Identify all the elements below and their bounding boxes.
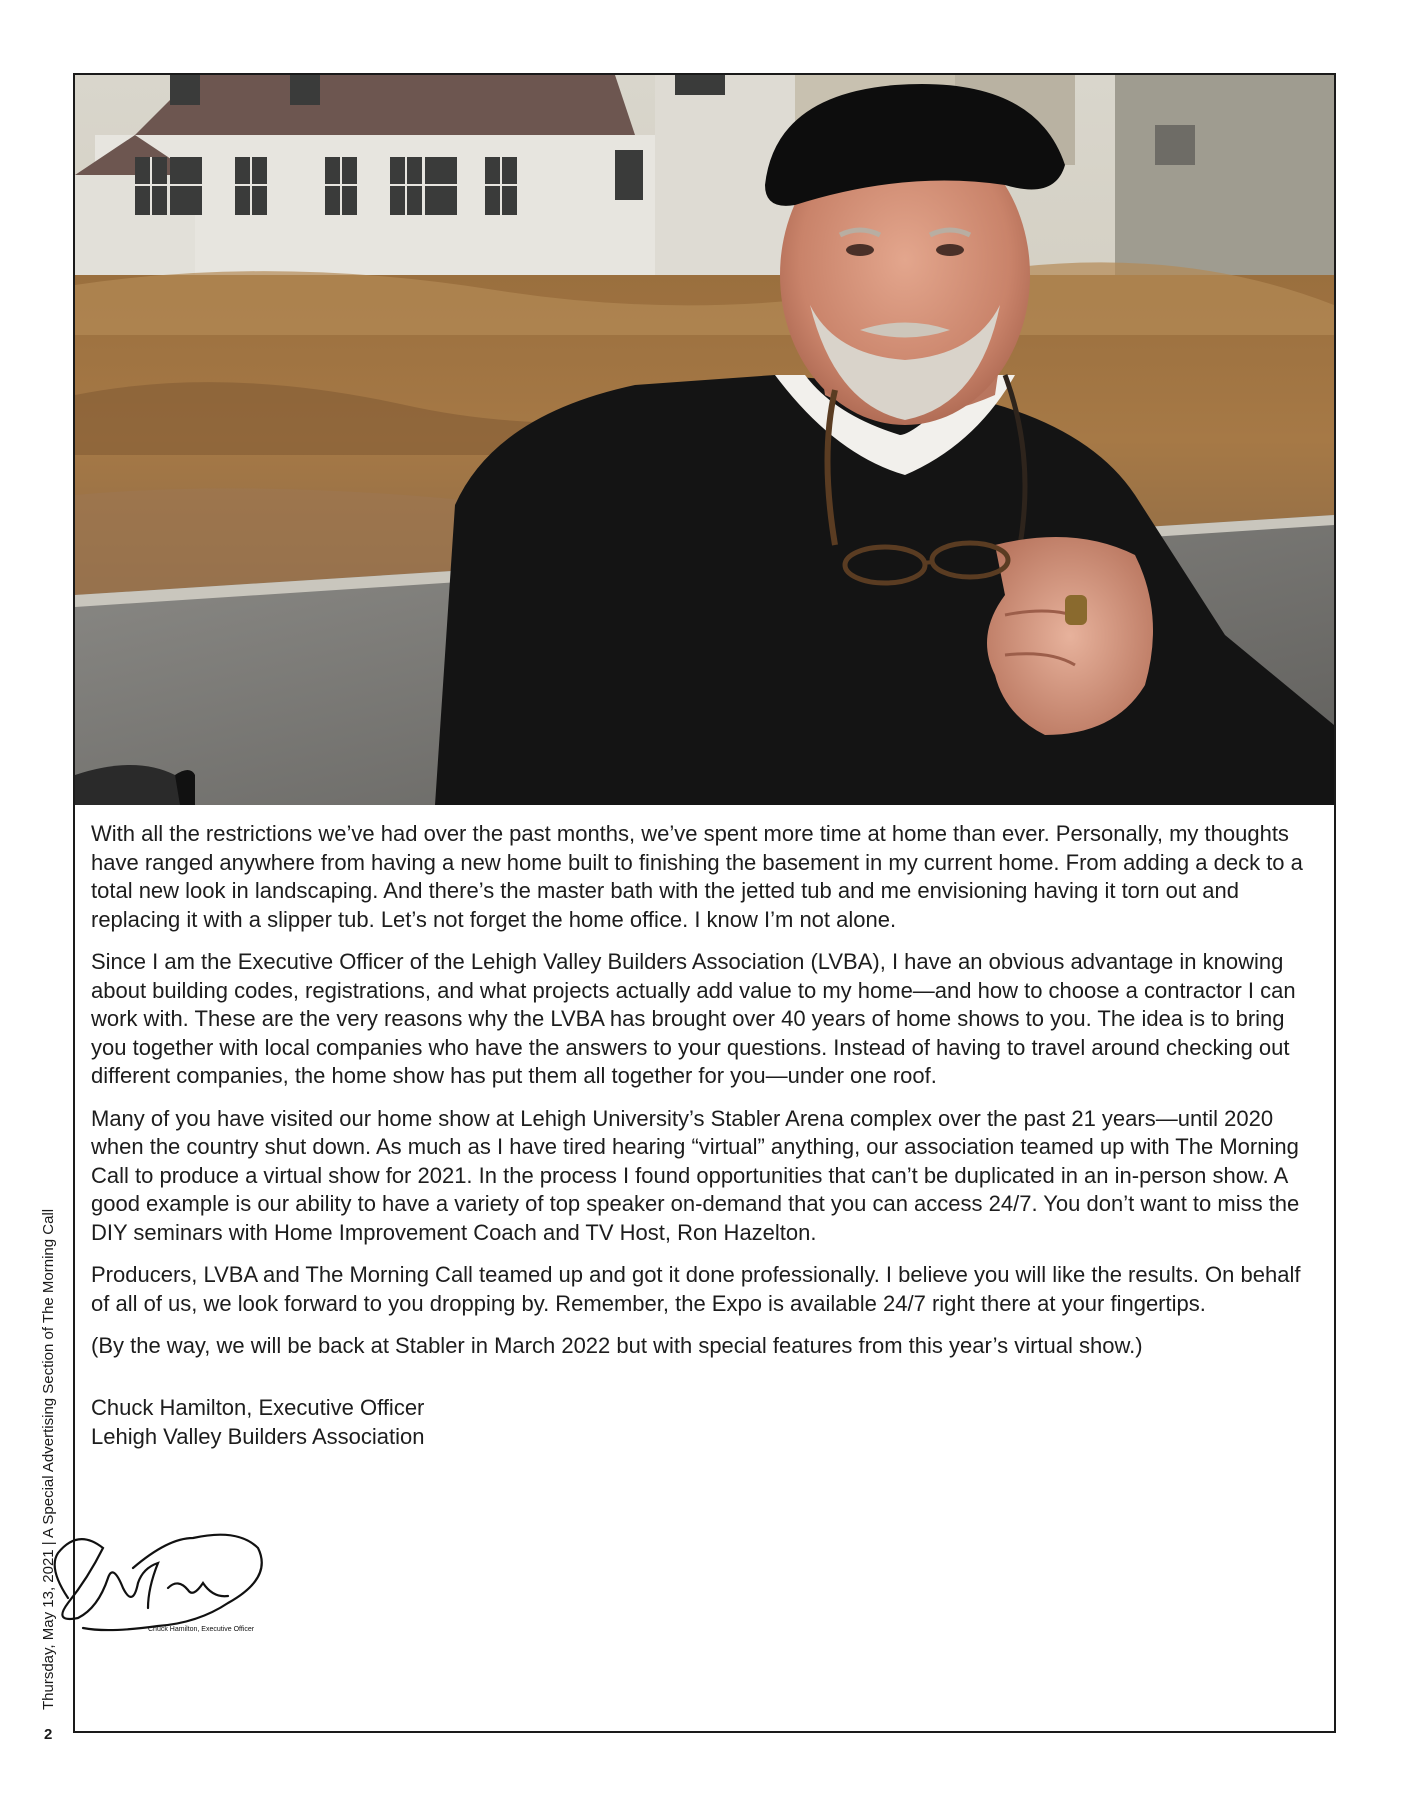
header-photo [75,75,1334,805]
letter-paragraph: With all the restrictions we’ve had over the past months, we’ve spent more time at home than ever. Personally, my thoughts have ranged anywhere from having a new home built to finishing the basement in my current home. From adding a deck to a total new look in landscaping. And there’s the master bath with the jetted tub and me envisioning having it torn out and replacing it with a slipper tub. Let’s not forget the home office. I know I’m not alone. [91,821,1303,932]
handwritten-signature-icon [28,1508,268,1638]
signoff-name: Chuck Hamilton, Executive Officer [91,1394,425,1420]
signoff-organization: Lehigh Valley Builders Association [91,1423,425,1449]
signature-caption: Chuck Hamilton, Executive Officer [148,1626,255,1633]
signoff [91,1393,1321,1451]
page-number: 2 [44,1726,53,1743]
letter-paragraph: (By the way, we will be back at Stabler in March 2022 but with special features from this year’s virtual show.) [91,1333,1143,1358]
letter-paragraph: Since I am the Executive Officer of the Lehigh Valley Builders Association (LVBA), I have an obvious advantage in knowing about building codes, registrations, and what projects actually add value to my home—and how to choose a contractor I can work with. These are the very reasons why the LVBA has brought over 40 years of home shows to you. The idea is to bring you together with local companies who have the answers to your questions. Instead of having to travel around checking out different companies, the home show has put them all together for you—under one roof. [91,949,1296,1088]
sidebar-dateline: Thursday, May 13, 2021 | A Special Advertising Section of The Morning Call [40,1208,57,1710]
letter-body [91,820,1321,1451]
letter-paragraph: Many of you have visited our home show at Lehigh University’s Stabler Arena complex over the past 21 years—until 2020 when the country shut down. As much as I have tired hearing “virtual” anything, our association teamed up with The Morning Call to produce a virtual show for 2021. In the process I found opportunities that can’t be duplicated in an in-person show. A good example is our ability to have a variety of top speaker on-demand that you can access 24/7. You don’t want to miss the DIY seminars with Home Improvement Coach and TV Host, Ron Hazelton. [91,1105,1300,1245]
letter-paragraph: Producers, LVBA and The Morning Call teamed up and got it done professionally. I believe you will like the results. On behalf of all of us, we look forward to you dropping by. Remember, the Expo is available 24/7 right there at your fingertips. [91,1262,1301,1316]
man-in-black-beret-holding-glasses-icon [75,75,1334,805]
page-frame [73,73,1336,1733]
